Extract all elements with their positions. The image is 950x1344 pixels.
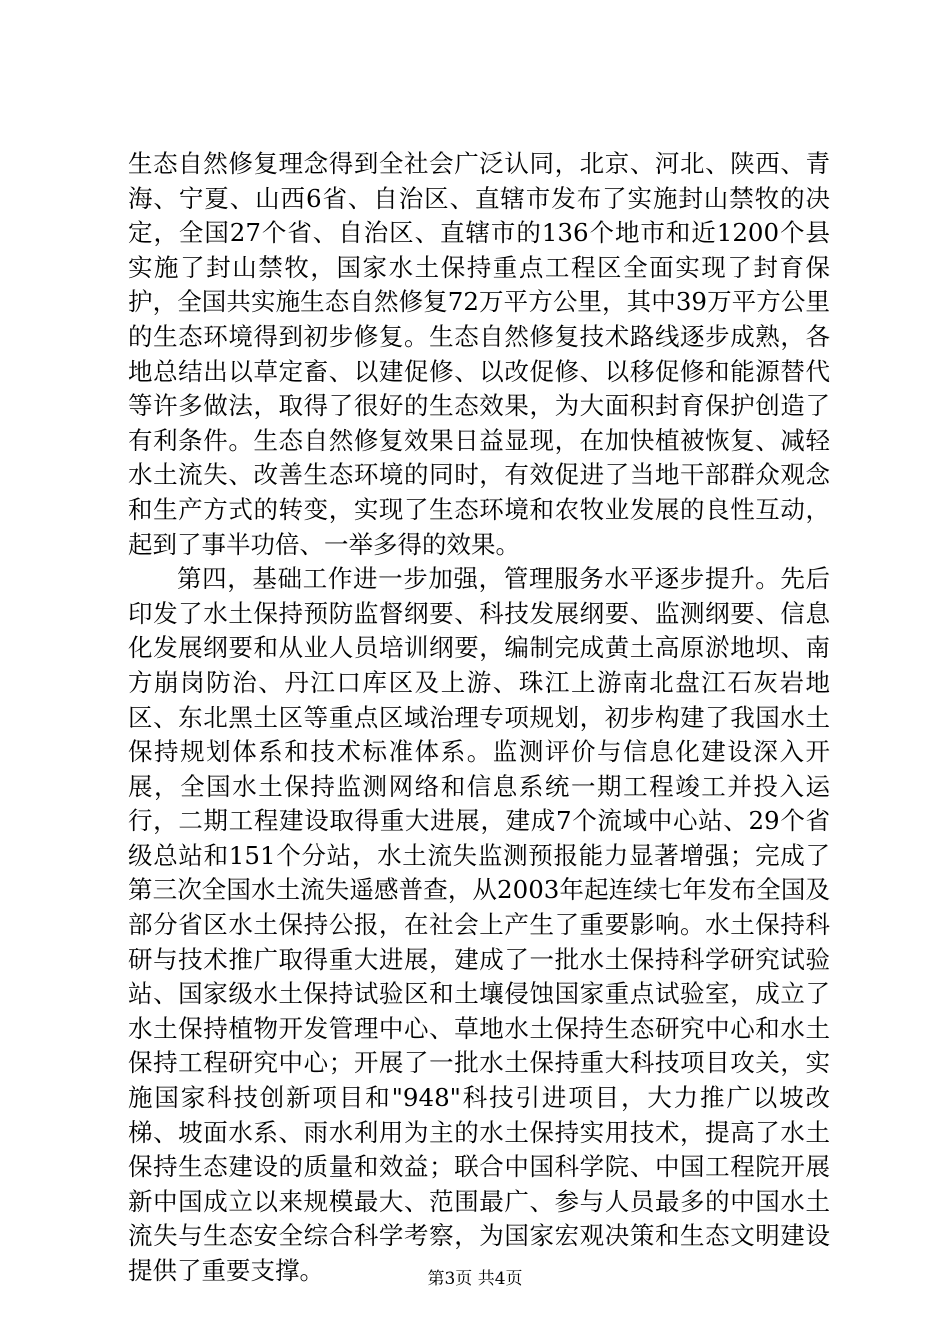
paragraph-fourth: 第四，基础工作进一步加强，管理服务水平逐步提升。先后印发了水土保持预防监督纲要、科技发展纲要、监测纲要、信息化发展纲要和从业人员培训纲要，编制完成黄土高原淤地坝、南方崩岗防治、丹江口库区及上游、珠江上游南北盘江石灰岩地区、东北黑土区等重点区域治理专项规划，初步构建了我国水土保持规划体系和技术标准体系。监测评价与信息化建设深入开展，全国水土保持监测网络和信息系统一期工程竣工并投入运行，二期工程建设取得重大进展，建成7个流域中心站、29个省级总站和151个分站，水土流失监测预报能力显著增强；完成了第三次全国水土流失遥感普查，从2003年起连续七年发布全国及部分省区水土保持公报，在社会上产生了重要影响。水土保持科研与技术推广取得重大进展，建成了一批水土保持科学研究试验站、国家级水土保持试验区和土壤侵蚀国家重点试验室，成立了水土保持植物开发管理中心、草地水土保持生态研究中心和水土保持工程研究中心；开展了一批水土保持重大科技项目攻关，实施国家科技创新项目和"948"科技引进项目，大力推广以坡改梯、坡面水系、雨水利用为主的水土保持实用技术，提高了水土保持生态建设的质量和效益；联合中国科学院、中国工程院开展新中国成立以来规模最大、范围最广、参与人员最多的中国水土流失与生态安全综合科学考察，为国家宏观决策和生态文明建设提供了重要支撑。 [128, 564, 830, 1285]
document-body [128, 147, 830, 1289]
page-footer: 第3页 共4页 [427, 1269, 523, 1289]
paragraph-continued: 生态自然修复理念得到全社会广泛认同，北京、河北、陕西、青海、宁夏、山西6省、自治区、直辖市发布了实施封山禁牧的决定，全国27个省、自治区、直辖市的136个地市和近1200个县实施了封山禁牧，国家水土保持重点工程区全面实现了封育保护，全国共实施生态自然修复72万平方公里，其中39万平方公里的生态环境得到初步修复。生态自然修复技术路线逐步成熟，各地总结出以草定畜、以建促修、以改促修、以移促修和能源替代等许多做法，取得了很好的生态效果，为大面积封育保护创造了有利条件。生态自然修复效果日益显现，在加快植被恢复、减轻水土流失、改善生态环境的同时，有效促进了当地干部群众观念和生产方式的转变，实现了生态环境和农牧业发展的良性互动，起到了事半功倍、一举多得的效果。 [128, 149, 830, 559]
